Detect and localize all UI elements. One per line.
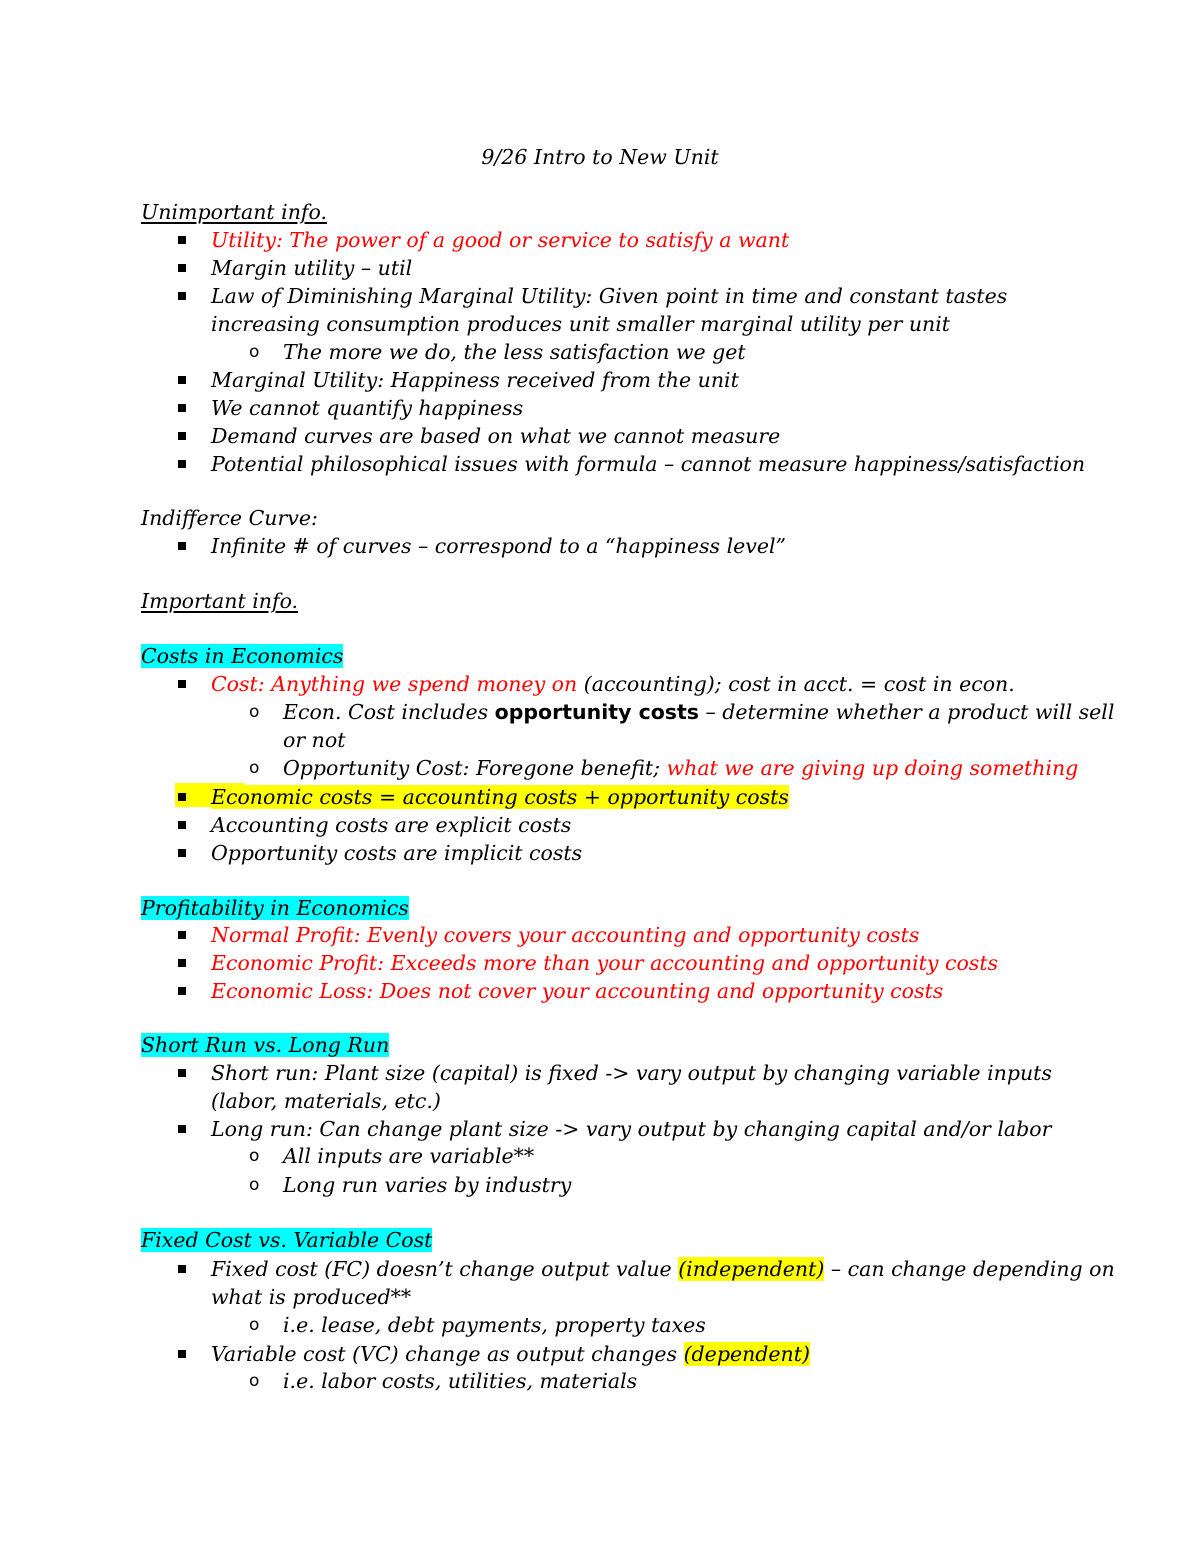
bullet-icon [178,460,186,468]
list-item: Marginal Utility: Happiness received from the unit [211,366,1070,394]
bullet-icon [178,432,186,440]
list-item: We cannot quantify happiness [211,394,1070,422]
list-item-highlighted: Economic costs = accounting costs + opportunity costs [211,783,1070,811]
sub-list-item: o i.e. labor costs, utilities, materials [249,1369,638,1393]
bullet-icon [178,542,186,550]
section-heading-unimportant: Unimportant info. [141,200,328,224]
sub-list-item: o Econ. Cost includes opportunity costs – determine whether a product will sell [249,700,1115,724]
bullet-icon [178,404,186,412]
sub-list-item: o All inputs are variable** [249,1144,535,1168]
bullet-icon [178,793,186,801]
sub-list-item: o i.e. lease, debt payments, property taxes [249,1313,706,1337]
list-item-continuation: (labor, materials, etc.) [211,1089,441,1113]
sub-bullet-icon: o [249,1175,260,1195]
bullet-icon [178,821,186,829]
list-item: Margin utility – util [211,254,1070,282]
list-item: Cost: Anything we spend money on (accounting); cost in acct. = cost in econ. [211,670,1070,698]
bullet-icon [178,376,186,384]
list-item: Accounting costs are explicit costs [211,811,1070,839]
list-item: Economic Loss: Does not cover your accounting and opportunity costs [211,977,1070,1005]
sub-list-item: o Opportunity Cost: Foregone benefit; what we are giving up doing something [249,756,1079,780]
section-heading-short-vs-long-run: Short Run vs. Long Run [141,1033,390,1057]
bullet-icon [178,931,186,939]
sub-list-item: o The more we do, the less satisfaction we get [249,340,746,364]
bullet-icon [178,1350,186,1358]
list-item: Opportunity costs are implicit costs [211,839,1070,867]
page-title: 9/26 Intro to New Unit [481,145,719,169]
list-item: Economic Profit: Exceeds more than your accounting and opportunity costs [211,949,1070,977]
bullet-icon [178,680,186,688]
sub-bullet-icon: o [249,1146,260,1166]
list-item: Long run: Can change plant size -> vary output by changing capital and/or labor [211,1115,1070,1143]
list-item: Fixed cost (FC) doesn’t change output value (independent) – can change depending on [211,1255,1070,1283]
list-item: Law of Diminishing Marginal Utility: Given point in time and constant tastes [211,282,1070,310]
list-item: Demand curves are based on what we cannot measure [211,422,1070,450]
sub-bullet-icon: o [249,342,260,362]
sub-list-item-continuation: or not [283,728,346,752]
list-item-continuation: increasing consumption produces unit smaller marginal utility per unit [211,312,951,336]
bullet-icon [178,1069,186,1077]
list-item-continuation: what is produced** [211,1285,412,1309]
bullet-icon [178,236,186,244]
section-heading-costs: Costs in Economics [141,644,344,668]
list-item: Potential philosophical issues with formula – cannot measure happiness/satisfaction [211,450,1070,478]
list-item: Utility: The power of a good or service to satisfy a want [211,226,1070,254]
list-item: Short run: Plant size (capital) is fixed -> vary output by changing variable inputs [211,1059,1070,1087]
list-item: Infinite # of curves – correspond to a “happiness level” [211,532,1070,560]
sub-bullet-icon: o [249,758,260,778]
section-heading-profitability: Profitability in Economics [141,896,409,920]
sub-list-item: o Long run varies by industry [249,1173,572,1197]
section-heading-indifference: Indifferce Curve: [141,506,318,530]
sub-bullet-icon: o [249,702,260,722]
list-item: Variable cost (VC) change as output changes (dependent) [211,1340,1070,1368]
bullet-icon [178,1125,186,1133]
bullet-icon [178,292,186,300]
bullet-icon [178,959,186,967]
section-heading-important: Important info. [141,589,299,613]
bullet-icon [178,849,186,857]
bullet-icon [178,264,186,272]
sub-bullet-icon: o [249,1315,260,1335]
bullet-icon [178,987,186,995]
sub-bullet-icon: o [249,1371,260,1391]
section-heading-fixed-vs-variable: Fixed Cost vs. Variable Cost [141,1228,433,1252]
bullet-icon [178,1265,186,1273]
list-item: Normal Profit: Evenly covers your accounting and opportunity costs [211,921,1070,949]
